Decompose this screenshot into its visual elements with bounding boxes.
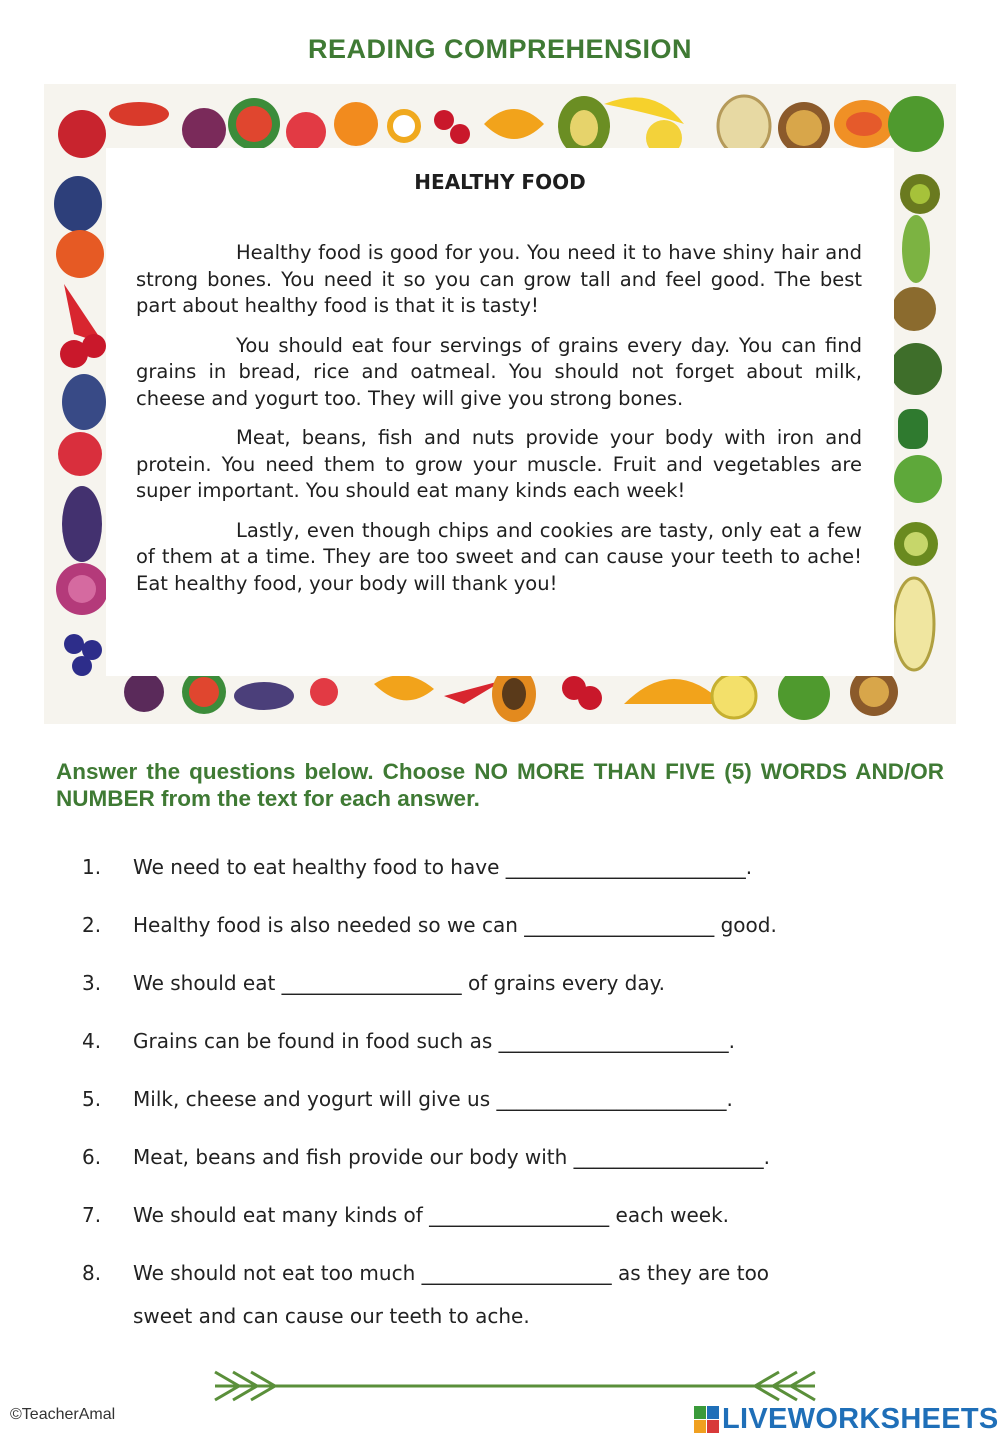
question-continuation: sweet and can cause our teeth to ache.	[133, 1304, 530, 1328]
question-number: 3.	[82, 971, 102, 995]
question-number: 4.	[82, 1029, 102, 1053]
arrow-divider-icon	[205, 1366, 825, 1406]
question-text[interactable]: Grains can be found in food such as _______________________.	[133, 1029, 735, 1053]
liveworksheets-logo[interactable]	[694, 1402, 999, 1436]
question-text[interactable]: Milk, cheese and yogurt will give us _______________________.	[133, 1087, 733, 1111]
instructions: Answer the questions below. Choose NO MORE THAN FIVE (5) WORDS AND/OR NUMBER from the text for each answer.	[56, 759, 944, 811]
passage-paragraph: You should eat four servings of grains every day. You can find grains in bread, rice and oatmeal. You should not forget about milk, cheese and yogurt too. They will give you strong bones.	[136, 333, 862, 410]
question-number: 5.	[82, 1087, 102, 1111]
passage-paragraph: Meat, beans, fish and nuts provide your body with iron and protein. You need them to grow your muscle. Fruit and vegetables are super important. You should eat many kinds each week!	[136, 426, 862, 502]
question-number: 1.	[82, 855, 102, 879]
question-number: 6.	[82, 1145, 102, 1169]
passage-paragraph: Lastly, even though chips and cookies are tasty, only eat a few of them at a time. They are too sweet and can cause your teeth to ache! Eat healthy food, your body will thank you!	[136, 518, 862, 595]
question-text[interactable]: We should eat many kinds of __________________ each week.	[133, 1203, 730, 1227]
question-number: 8.	[82, 1261, 102, 1285]
copyright-text: ©TeacherAmal	[10, 1406, 116, 1423]
question-number: 2.	[82, 913, 102, 937]
liveworksheets-blocks-icon	[694, 1404, 720, 1434]
question-text[interactable]: We need to eat healthy food to have ________________________.	[133, 855, 753, 879]
question-text[interactable]: We should not eat too much ___________________ as they are too	[133, 1261, 770, 1285]
liveworksheets-logo-text: LIVEWORKSHEETS	[722, 1402, 999, 1435]
question-number: 7.	[82, 1203, 102, 1227]
question-text[interactable]: Healthy food is also needed so we can ___________________ good.	[133, 913, 777, 937]
question-text[interactable]: Meat, beans and fish provide our body with ___________________.	[133, 1145, 771, 1169]
passage-title: HEALTHY FOOD	[414, 170, 586, 194]
question-text[interactable]: We should eat __________________ of grains every day.	[133, 971, 665, 995]
page-title: READING COMPREHENSION	[307, 34, 693, 64]
passage-paragraph: Healthy food is good for you. You need it to have shiny hair and strong bones. You need it so you can grow tall and feel good. The best part about healthy food is that it is tasty!	[136, 241, 862, 317]
